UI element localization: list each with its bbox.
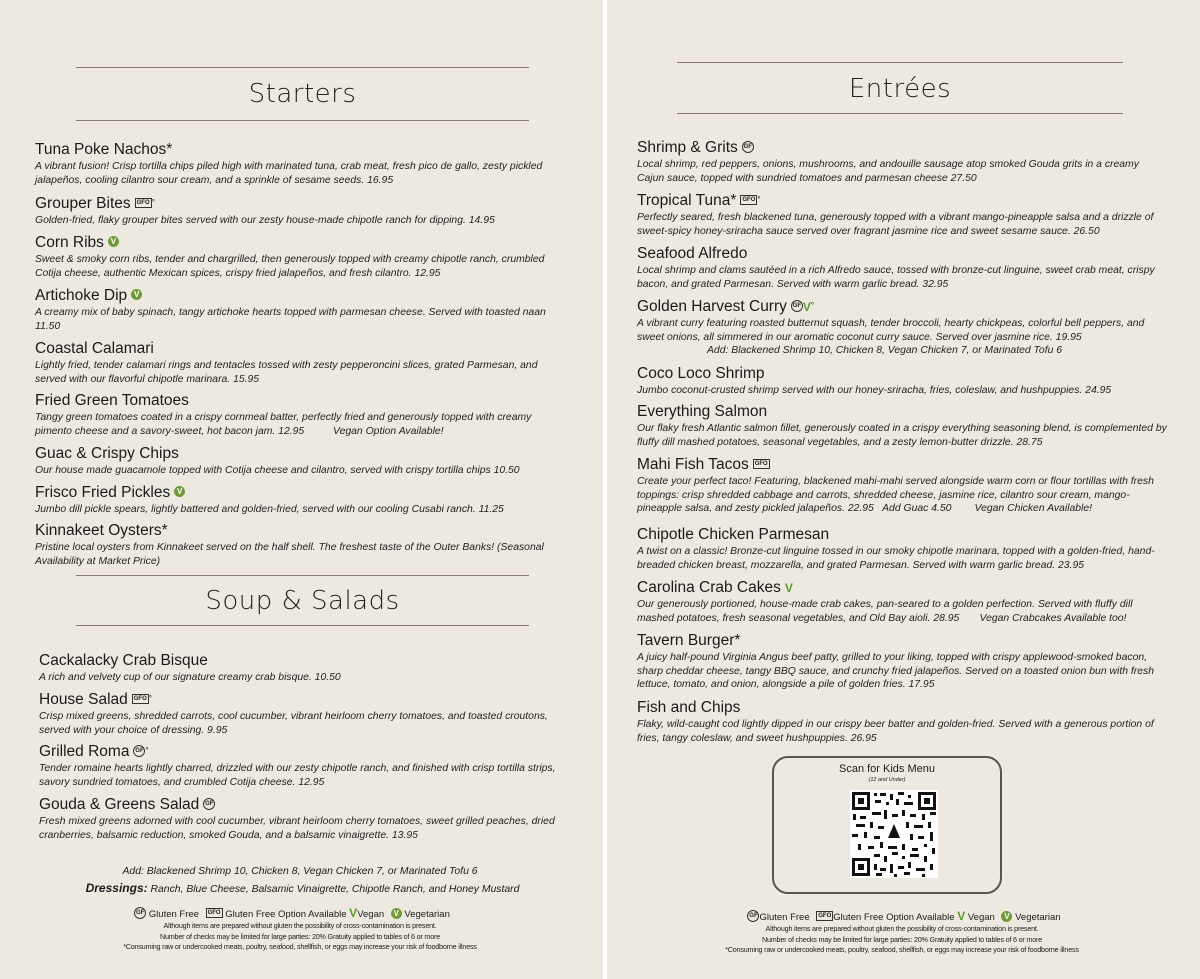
menu-item: [35, 340, 570, 386]
menu-item: [637, 456, 1167, 516]
menu-item: [35, 445, 570, 478]
item-name: Guac & Crispy Chips: [35, 445, 179, 462]
legend: GF Gluten Free GFO Gluten Free Option Available VVegan V Vegetarian: [135, 906, 450, 920]
title-rule-top: [76, 67, 529, 68]
menu-item: [39, 743, 569, 789]
item-desc: A vibrant curry featuring roasted butternut squash, tender broccoli, hearty chickpeas, colorful bell peppers, and sweet onions, all simmered in our aromatic coconut curry sauce. Served over jasmine rice. 19.95 Add: Blackened Shrimp 10, Chicken 8, Vegan Chicken 7, or Marinated Tofu 6: [637, 318, 1145, 356]
item-desc: Our generously portioned, house-made crab cakes, pan-seared to a golden perfection. Served with fluffy dill mashed potatoes, fresh seasonal vegetables, and Old Bay aioli. 28.95 Vegan Crabcakes Available too!: [637, 599, 1136, 624]
title-rule-top: [677, 62, 1123, 63]
gluten-free-option-icon: GFO: [742, 196, 756, 203]
entrees-title: Entrées: [848, 74, 952, 104]
addon-text: Add: Blackened Shrimp 10, Chicken 8, Vegan Chicken 7, or Marinated Tofu 6: [122, 866, 478, 877]
menu-item: [637, 192, 1167, 238]
title-rule-top: [76, 575, 529, 576]
item-desc: Perfectly seared, fresh blackened tuna, generously topped with a vibrant mango-pineapple salsa and a drizzle of sweet-spicy honey-sriracha sauce served over fragrant jasmine rice and sweet sesame sauce. 26.50: [637, 212, 1154, 237]
item-desc: A juicy half-pound Virginia Angus beef patty, grilled to your liking, topped with crispy applewood-smoked bacon, sharp cheddar cheese, tangy BBQ sauce, and crunchy fried jalapeños. Served on a toasted onion bun with fresh lettuce, tomato, and onion, alongside a pile of golden fries. 17.95: [637, 652, 1154, 690]
vegan-icon: V: [957, 909, 966, 923]
menu-item: [39, 796, 569, 842]
item-name: House Salad GFO °: [39, 691, 152, 708]
item-name: Mahi Fish Tacos GFO: [637, 456, 768, 473]
gluten-free-icon: GF: [791, 300, 803, 312]
gluten-free-option-icon: GFO: [133, 695, 147, 702]
item-name: Coco Loco Shrimp: [637, 365, 765, 382]
item-desc: Local shrimp and clams sautéed in a rich Alfredo sauce, tossed with bronze-cut linguine, sweet crab meat, crispy bacon, and grated Parmesan. Served with warm garlic bread. 32.95: [637, 265, 1155, 290]
item-name: Grouper Bites GFO °: [35, 195, 155, 212]
title-rule-bottom: [76, 625, 529, 626]
item-name: Seafood Alfredo: [637, 245, 748, 262]
item-name: Carolina Crab Cakes V: [637, 579, 793, 596]
fine-print: Although items are prepared without gluten the possibility of cross-contamination is present. Number of checks may be limited for large parties: 20% Gratuity applied to tables of 6 or more *Consuming raw or undercooked meats, poultry, seafood, shellfish, or eggs may increase your risk of foodborne illness: [123, 921, 477, 951]
item-name: Fish and Chips: [637, 699, 741, 716]
menu-item: [637, 245, 1167, 291]
menu-item: [637, 526, 1167, 572]
item-name: Cackalacky Crab Bisque: [39, 652, 208, 669]
item-desc: Lightly fried, tender calamari rings and tentacles tossed with zesty pepperoncini slices, grated Parmesan, and served with our flavorful chipotle marinara. 15.95: [35, 360, 538, 385]
dressings-line: Dressings: Ranch, Blue Cheese, Balsamic Vinaigrette, Chipotle Ranch, and Honey Mustard: [85, 881, 520, 895]
item-desc: Local shrimp, red peppers, onions, mushrooms, and andouille sausage atop smoked Gouda grits in a creamy Cajun sauce, topped with sundried tomatoes and parmesan cheese 27.50: [637, 159, 1139, 184]
vegan-icon: V: [802, 300, 811, 314]
vegetarian-icon: V: [131, 289, 142, 300]
title-rule-bottom: [76, 120, 529, 121]
item-desc: Sweet & smoky corn ribs, tender and chargrilled, then generously topped with creamy chipotle ranch, crumbled Cotija cheese, authentic Mexican spices, crispy fried jalapeños, and fresh cilantro. 12.95: [35, 254, 545, 279]
menu-item: [35, 141, 570, 187]
vegetarian-icon: V: [1001, 911, 1012, 922]
menu-item: [35, 287, 570, 333]
menu-item: [637, 298, 1167, 358]
legend: GF Gluten Free GFO Gluten Free Option Available V Vegan V Vegetarian: [749, 909, 1061, 923]
gluten-free-icon: GF: [134, 907, 146, 919]
soup-salads-title: Soup & Salads: [205, 586, 400, 616]
kids-menu-title: Scan for Kids Menu: [839, 763, 935, 775]
title-rule-bottom: [677, 113, 1123, 114]
kids-menu-subtitle: (12 and Under): [868, 777, 906, 783]
item-desc: Crisp mixed greens, shredded carrots, cool cucumber, vibrant heirloom cherry tomatoes, and toasted croutons, served with your choice of dressing. 9.95: [39, 711, 548, 736]
menu-item: [35, 234, 570, 280]
item-name: Chipotle Chicken Parmesan: [637, 526, 830, 543]
menu-item: [35, 484, 570, 517]
item-name: Everything Salmon: [637, 403, 768, 420]
item-name: Gouda & Greens Salad GF: [39, 796, 214, 813]
item-desc: Tangy green tomatoes coated in a crispy cornmeal batter, perfectly fried and generously topped with creamy pimento cheese and a savory-sweet, hot bacon jam. 12.95 Vegan Option Available!: [35, 412, 535, 437]
item-name: Tropical Tuna* GFO °: [637, 192, 761, 209]
item-name: Kinnakeet Oysters*: [35, 522, 168, 539]
menu-item: [637, 403, 1167, 449]
gluten-free-option-icon: GFO: [754, 460, 768, 467]
vegetarian-icon: V: [174, 486, 185, 497]
gluten-free-option-icon: GFO: [207, 910, 221, 917]
item-desc: Pristine local oysters from Kinnakeet served on the half shell. The freshest taste of the Outer Banks! (Seasonal Availability at Market Price): [35, 542, 544, 567]
menu-item: [39, 691, 569, 737]
item-name: Coastal Calamari: [35, 340, 154, 357]
menu-item: [35, 522, 570, 568]
menu-item: [637, 139, 1167, 185]
item-desc: A rich and velvety cup of our signature creamy crab bisque. 10.50: [39, 672, 341, 683]
item-desc: Our flaky fresh Atlantic salmon fillet, generously coated in a crispy everything seasoning blend, is complemented by fluffy dill mashed potatoes, seasonal vegetables, and a zesty lemon-butter drizzle. 28.75: [637, 423, 1167, 448]
item-name: Fried Green Tomatoes: [35, 392, 189, 409]
menu-item: [35, 195, 570, 228]
item-desc: Create your perfect taco! Featuring, blackened mahi-mahi served alongside warm corn or flour tortillas with fresh toppings: crisp shredded cabbage and carrots, shredded cheese, jasmine rice, cilantro sour cream, mango-pineapple salsa, and zesty pickled jalapeños. 22.95 Add Guac 4.50 Vegan Chicken Available!: [637, 476, 1157, 514]
item-desc: Flaky, wild-caught cod lightly dipped in our crispy beer batter and golden-fried. Served with a generous portion of fries, tangy coleslaw, and sweet hushpuppies. 26.95: [637, 719, 1154, 744]
item-name: Artichoke Dip V: [35, 287, 570, 305]
gluten-free-icon: GF: [742, 141, 754, 153]
item-name: Shrimp & Grits GF: [637, 139, 752, 156]
gluten-free-icon: GF: [203, 798, 215, 810]
item-desc: Our house made guacamole topped with Cotija cheese and cilantro, served with crispy tortilla chips 10.50: [35, 465, 520, 476]
item-name: Grilled Roma GF °: [39, 743, 149, 760]
item-name: Golden Harvest Curry GF V°: [637, 298, 815, 315]
qr-code-image: [850, 790, 938, 878]
starters-title: Starters: [248, 79, 357, 109]
item-desc: Tender romaine hearts lightly charred, drizzled with our zesty chipotle ranch, and finished with crisp tortilla strips, savory sundried tomatoes, and crumbled Cotija cheese. 12.95: [39, 763, 556, 788]
menu-item: [637, 365, 1167, 398]
item-name: Frisco Fried Pickles V: [35, 484, 570, 502]
gluten-free-icon: GF: [133, 745, 145, 757]
qr-code[interactable]: [850, 790, 938, 878]
fine-print: Although items are prepared without gluten the possibility of cross-contamination is present. Number of checks may be limited for large parties: 20% Gratuity applied to tables of 6 or more *Consuming raw or undercooked meats, poultry, seafood, shellfish, or eggs may increase your risk of foodborne illness: [725, 924, 1079, 954]
item-desc: Jumbo dill pickle spears, lightly battered and golden-fried, served with our cooling Cusabi ranch. 11.25: [35, 504, 504, 515]
menu-item: [637, 632, 1167, 692]
item-desc: A twist on a classic! Bronze-cut linguine tossed in our smoky chipotle marinara, topped with a golden-fried, hand-breaded chicken breast, mozzarella, and grated Parmesan. Served with warm garlic bread. 23.95: [637, 546, 1155, 571]
gluten-free-icon: GF: [747, 910, 759, 922]
item-desc: A vibrant fusion! Crisp tortilla chips piled high with marinated tuna, crab meat, fresh pico de gallo, zesty pickled jalapeños, cooling cilantro sour cream, and a sprinkle of sesame seeds. 16.95: [35, 161, 543, 186]
kids-menu-box: [772, 756, 1002, 894]
gluten-free-option-icon: GFO: [136, 199, 150, 206]
vegetarian-icon: V: [108, 236, 119, 247]
item-desc: Golden-fried, flaky grouper bites served with our zesty house-made chipotle ranch for dipping. 14.95: [35, 215, 495, 226]
vegetarian-icon: V: [391, 908, 402, 919]
item-name: Corn Ribs V: [35, 234, 570, 252]
menu-item: [39, 652, 569, 685]
item-desc: A creamy mix of baby spinach, tangy artichoke hearts topped with parmesan cheese. Served with toasted naan 11.50: [35, 307, 546, 332]
menu-item: [35, 392, 570, 438]
item-name: Tavern Burger*: [637, 632, 741, 649]
vegan-icon: V: [784, 581, 793, 595]
gluten-free-option-icon: GFO: [818, 913, 832, 920]
item-name: Tuna Poke Nachos*: [35, 141, 173, 158]
vegan-icon: V: [349, 906, 358, 920]
item-desc: Fresh mixed greens adorned with cool cucumber, vibrant heirloom cherry tomatoes, sweet grilled peaches, dried cranberries, balsamic reduction, smoked Gouda, and a balsamic vinaigrette. 13.95: [39, 816, 555, 841]
menu-item: [637, 699, 1167, 745]
menu-item: [637, 579, 1167, 625]
item-desc: Jumbo coconut-crusted shrimp served with our honey-sriracha, fries, coleslaw, and hushpuppies. 24.95: [637, 385, 1112, 396]
